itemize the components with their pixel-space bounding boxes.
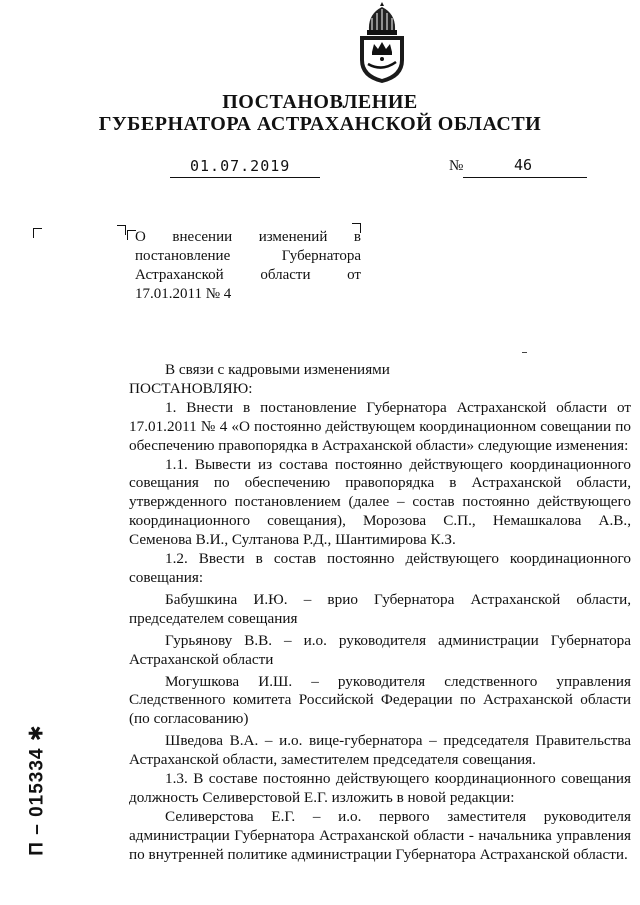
paragraph-1: 1. Внести в постановление Губернатора Астраханской области от 17.01.2011 № 4 «О постоянно действующем координационном совещании по обеспечению правопорядка в Астраханской области» следующие изменения: bbox=[129, 398, 631, 454]
member-3: Могушкова И.Ш. – руководителя следственного управления Следственного комитета Российской Федерации по Астраханской области (по согласованию) bbox=[129, 672, 631, 728]
member-4: Шведова В.А. – и.о. вице-губернатора – председателя Правительства Астраханской области, заместителем председателя совещания. bbox=[129, 732, 631, 769]
number-underline bbox=[463, 177, 587, 178]
date-underline bbox=[170, 177, 320, 178]
preamble: В связи с кадровыми изменениями bbox=[165, 361, 390, 378]
paragraph-1-1: 1.1. Вывести из состава постоянно действующего координационного совещания по обеспечению правопорядка в Астраханской области, утвержденного постановлением (далее – состав постоянно действующего координационного совещания), Морозова С.П., Немашкалова А.В., Семенова В.И., Султанова Р.Д., Шантимирова К.З. bbox=[129, 455, 631, 549]
corner-mark-left bbox=[33, 228, 42, 238]
member-5: Селиверстова Е.Г. – и.о. первого заместителя руководителя администрации Губернатора Астраханской области - начальника управления по внутренней политике администрации Губернатора Астраханской области. bbox=[129, 807, 631, 863]
stray-mark bbox=[522, 352, 527, 353]
member-1: Бабушкина И.Ю. – врио Губернатора Астраханской области, председателем совещания bbox=[129, 590, 631, 627]
document-issuer: ГУБЕРНАТОРА АСТРАХАНСКОЙ ОБЛАСТИ bbox=[98, 113, 542, 135]
document-date: 01.07.2019 bbox=[190, 157, 291, 175]
serial-number-text: П – 015334 ✱ bbox=[26, 724, 48, 856]
serial-number bbox=[22, 690, 52, 890]
paragraph-1-3: 1.3. В составе постоянно действующего координационного совещания должность Селиверстовой Е.Г. изложить в новой редакции: bbox=[129, 770, 631, 806]
number-sign: № bbox=[449, 158, 464, 174]
paragraph-1-2: 1.2. Ввести в состав постоянно действующего координационного совещания: bbox=[129, 550, 631, 586]
document-subject: О внесении изменений в постановление Губернатора Астраханской области от 17.01.2011 № 4 bbox=[135, 229, 361, 302]
document-number: 46 bbox=[514, 156, 533, 174]
document-title: ПОСТАНОВЛЕНИЕ bbox=[222, 91, 418, 113]
decree-word: ПОСТАНОВЛЯЮ: bbox=[129, 379, 253, 397]
corner-mark-subject-left-a bbox=[117, 225, 126, 235]
member-2: Гурьянову В.В. – и.о. руководителя администрации Губернатора Астраханской области bbox=[129, 631, 631, 668]
document-body bbox=[129, 361, 631, 865]
coat-of-arms-icon bbox=[356, 0, 408, 84]
